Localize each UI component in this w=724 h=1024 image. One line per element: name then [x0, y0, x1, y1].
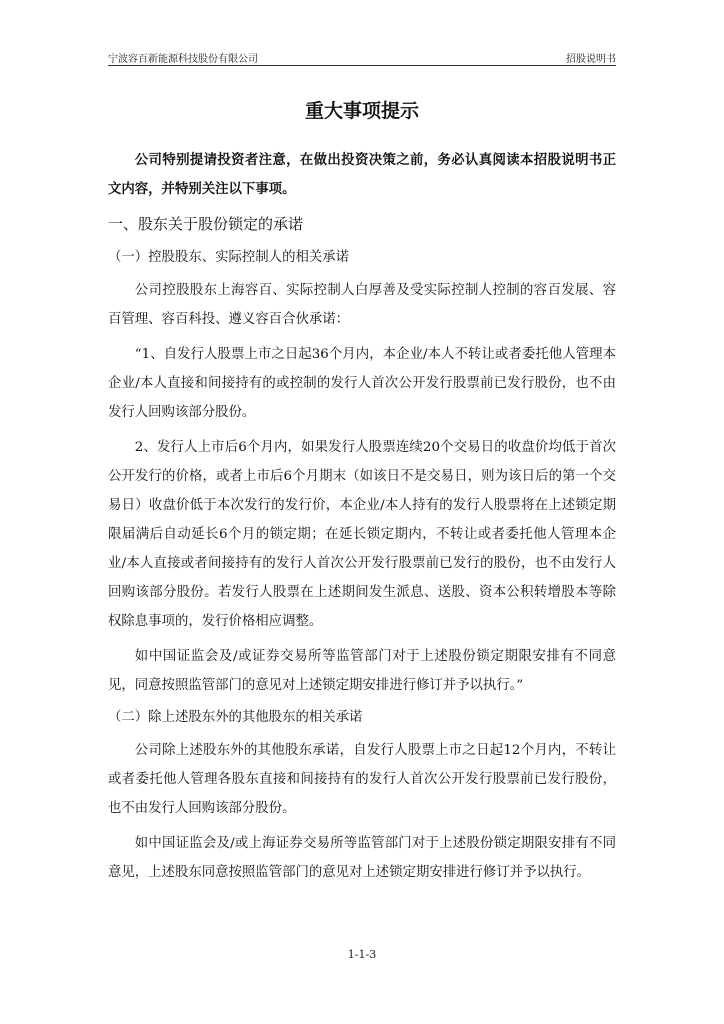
paragraph: 如中国证监会及/或证券交易所等监管部门对于上述股份锁定期限安排有不同意见，同意按照监管部门的意见对上述锁定期安排进行修订并予以执行。” — [108, 649, 616, 693]
header-company-name: 宁波容百新能源科技股份有限公司 — [108, 54, 258, 65]
document-body — [108, 98, 616, 887]
header-rule — [108, 65, 616, 66]
section-heading-share-lockup: 一、股东关于股份锁定的承诺 — [108, 215, 304, 233]
page-header — [108, 50, 616, 64]
paragraph: 2、发行人上市后6个月内，如果发行人股票连续20个交易日的收盘价均低于首次公开发行的价格，或者上市后6个月期末（如该日不是交易日，则为该日后的第一个交易日）收盘价低于本次发行的发行价，本企业/本人持有的发行人股票将在上述锁定期限届满后自动延长6个月的锁定期；在延长锁定期内，不转让或者委托他人管理本企业/本人直接或者间接持有的发行人首次公开发行股票前已发行的股份，也不由发行人回购该部分股份。若发行人股票在上述期间发生派息、送股、资本公积转增股本等除权除息事项的，发行价格相应调整。 — [108, 440, 616, 629]
subsection-heading-other-shareholders: （二）除上述股东外的其他股东的相关承诺 — [108, 710, 363, 725]
page-number: 1-1-3 — [347, 948, 377, 961]
paragraph: 公司控股股东上海容百、实际控制人白厚善及受实际控制人控制的容百发展、容百管理、容百科投、遵义容百合伙承诺： — [108, 283, 616, 327]
intro-paragraph: 公司特别提请投资者注意，在做出投资决策之前，务必认真阅读本招股说明书正文内容，并特别关注以下事项。 — [108, 153, 616, 197]
page-title: 重大事项提示 — [304, 100, 419, 122]
paragraph: 如中国证监会及/或上海证券交易所等监管部门对于上述股份锁定期限安排有不同意见，上述股东同意按照监管部门的意见对上述锁定期安排进行修订并予以执行。 — [108, 836, 616, 880]
header-document-type: 招股说明书 — [566, 54, 616, 65]
paragraph: “1、自发行人股票上市之日起36个月内，本企业/本人不转让或者委托他人管理本企业/本人直接和间接持有的或控制的发行人首次公开发行股票前已发行股份，也不由发行人回购该部分股份。 — [108, 347, 616, 420]
paragraph: 公司除上述股东外的其他股东承诺，自发行人股票上市之日起12个月内，不转让或者委托他人管理各股东直接和间接持有的发行人首次公开发行股票前已发行股份，也不由发行人回购该部分股份。 — [108, 743, 616, 816]
subsection-heading-controlling-shareholders: （一）控股股东、实际控制人的相关承诺 — [108, 250, 350, 265]
